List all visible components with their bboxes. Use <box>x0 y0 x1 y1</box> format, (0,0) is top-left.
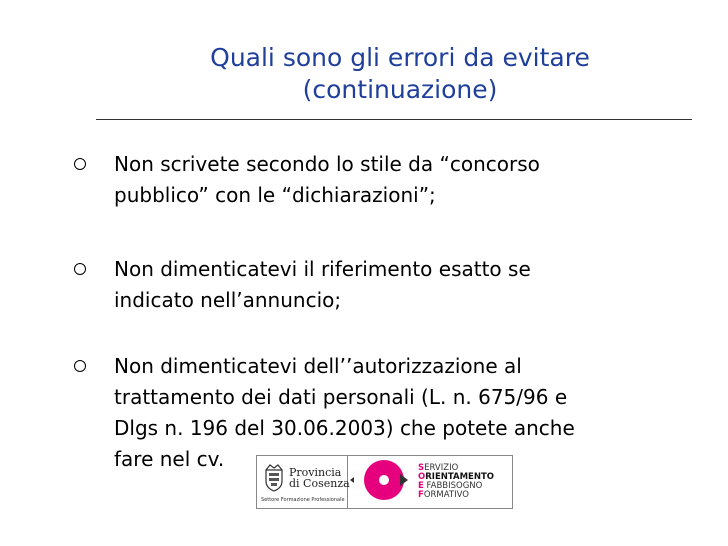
bullet-circle-icon <box>74 158 86 170</box>
bullet-text-line: Non dimenticatevi dell’’autorizzazione al <box>114 354 522 378</box>
bullet-item <box>114 254 714 316</box>
provincia-name-line: di Cosenza <box>289 477 350 490</box>
slide-title-line-2: (continuazione) <box>302 75 498 104</box>
bullet-item <box>114 149 714 211</box>
bullet-text-line: Non scrivete secondo lo stile da “concorso <box>114 152 540 176</box>
sof-word: ORMATIVO <box>423 490 469 500</box>
bullet-circle-icon <box>74 360 86 372</box>
provincia-subtitle: Settore Formazione Professionale <box>261 497 345 503</box>
bullet-text-line: pubblico” con le “dichiarazioni”; <box>114 183 436 207</box>
partner-logos <box>256 455 513 509</box>
bullet-text-line: trattamento dei dati personali (L. n. 675/96 e <box>114 385 568 409</box>
bullet-text-line: indicato nell’annuncio; <box>114 288 342 312</box>
provincia-name-line: Provincia <box>289 466 342 479</box>
bullet-text-line: fare nel cv. <box>114 447 225 471</box>
sof-initial: S <box>418 463 425 473</box>
slide-title-line-1: Quali sono gli errori da evitare <box>210 43 590 72</box>
sof-word: RIENTAMENTO <box>425 472 494 482</box>
sof-initial: O <box>418 472 426 482</box>
sof-word: FABBISOGNO <box>423 481 483 491</box>
sof-logo <box>348 456 512 508</box>
bullet-circle-icon <box>74 263 86 275</box>
bullet-text-line: Dlgs n. 196 del 30.06.2003) che potete anche <box>114 416 575 440</box>
sof-initial: F <box>418 490 424 500</box>
coat-of-arms-icon <box>263 464 285 492</box>
provincia-cosenza-logo <box>257 456 348 508</box>
bullet-text-line: Non dimenticatevi il riferimento esatto se <box>114 257 531 281</box>
sof-line <box>418 491 494 500</box>
sof-word: ERVIZIO <box>424 463 459 473</box>
sof-initial: E <box>418 481 424 491</box>
sof-circle-arrow-icon <box>348 456 418 508</box>
